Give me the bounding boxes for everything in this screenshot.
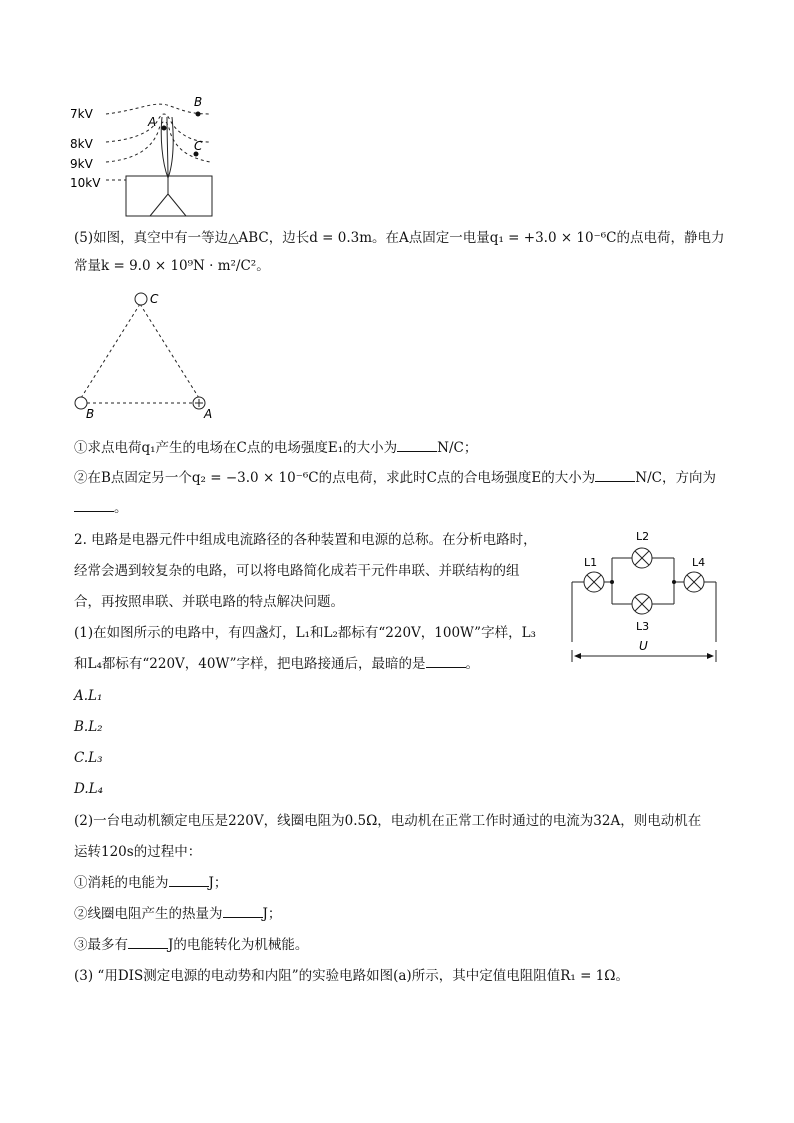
q2-p2-sub2-unit: J；	[262, 906, 282, 922]
equipotential-figure	[70, 92, 230, 222]
q2-p1-line1: (1)在如图所示的电路中，有四盏灯，L₁和L₂都标有“220V，100W”字样，L₃	[74, 625, 536, 641]
vertex-b-label: B	[86, 407, 95, 421]
lamp-l2-label: L2	[636, 530, 650, 543]
answer-blank[interactable]	[223, 905, 263, 918]
charge-c	[135, 293, 147, 305]
q2-p2-sub3	[74, 935, 308, 955]
q2-p2-sub1	[74, 873, 227, 893]
q5-line1: (5)如图，真空中有一等边△ABC，边长d = 0.3m。在A点固定一电量q₁ = +3.0 × 10⁻⁶C的点电荷，静电力	[74, 230, 725, 246]
triangle-figure	[70, 288, 230, 424]
q2-p3-line: (3) “用DIS测定电源的电动势和内阻”的实验电路如图(a)所示，其中定值电阻阻值R₁ = 1Ω。	[74, 968, 629, 984]
lamp-l1-label: L1	[584, 556, 598, 569]
q2-p1-prefix: 和L₄都标有“220V，40W”字样，把电路接通后，最暗的是	[74, 656, 426, 672]
q2-intro-1: 2. 电路是电器元件中组成电流路径的各种装置和电源的总称。在分析电路时，	[74, 532, 537, 548]
q5-sub2-mid: N/C，方向为	[635, 470, 716, 486]
option-b[interactable]: B.L₂	[74, 719, 103, 735]
voltage-u-label: U	[639, 639, 648, 653]
q2-p2-sub3-unit: J的电能转化为机械能。	[168, 937, 309, 953]
q2-p2-sub2-prefix: ②线圈电阻产生的热量为	[74, 906, 223, 922]
q2-p2-sub3-prefix: ③最多有	[74, 937, 128, 953]
q5-sub1-unit: N/C；	[437, 440, 478, 456]
q2-p2-sub2	[74, 904, 281, 924]
label-9kv: 9kV	[70, 157, 93, 171]
answer-blank[interactable]	[169, 874, 209, 887]
q5-sub2-end: 。	[114, 500, 128, 516]
q5-sub1-prefix: ①求点电荷q₁产生的电场在C点的电场强度E₁的大小为	[74, 440, 398, 456]
option-a[interactable]: A.L₁	[74, 688, 103, 704]
point-b-label: B	[194, 95, 203, 109]
q5-sub2-cont	[74, 498, 128, 518]
label-10kv: 10kV	[70, 176, 101, 190]
vertex-c-label: C	[150, 292, 159, 306]
answer-blank[interactable]	[595, 469, 635, 482]
q2-p1-end: 。	[465, 656, 480, 672]
point-c-label: C	[194, 139, 203, 153]
q2-p2-line2: 运转120s的过程中：	[74, 844, 202, 860]
lamp-l4-label: L4	[692, 556, 706, 569]
q2-intro-2: 经常会遇到较复杂的电路，可以将电路简化成若干元件串联、并联结构的组	[74, 563, 520, 579]
q2-p2-sub1-unit: J；	[208, 875, 228, 891]
q2-p2-line1: (2)一台电动机额定电压是220V，线圈电阻为0.5Ω，电动机在正常工作时通过的电流为32A，则电动机在	[74, 813, 702, 829]
q5-line2: 常量k = 9.0 × 10⁹N · m²/C²。	[74, 258, 270, 274]
answer-blank[interactable]	[426, 655, 466, 668]
q2-intro-3: 合，再按照串联、并联电路的特点解决问题。	[74, 594, 344, 610]
answer-blank[interactable]	[74, 499, 114, 512]
answer-blank[interactable]	[128, 936, 168, 949]
point-a-label: A	[148, 115, 157, 129]
q5-sub2-prefix: ②在B点固定另一个q₂ = −3.0 × 10⁻⁶C的点电荷，求此时C点的合电场强度E的大小为	[74, 470, 596, 486]
option-d[interactable]: D.L₄	[74, 781, 104, 797]
q2-p1-line2	[74, 654, 479, 674]
q5-sub2	[74, 468, 716, 488]
vertex-a-label: A	[204, 407, 213, 421]
q2-p2-sub1-prefix: ①消耗的电能为	[74, 875, 169, 891]
lamp-l3-label: L3	[636, 620, 650, 633]
option-c[interactable]: C.L₃	[74, 750, 103, 766]
circuit-figure	[568, 524, 724, 664]
answer-blank[interactable]	[397, 439, 437, 452]
q5-sub1	[74, 438, 477, 458]
label-7kv: 7kV	[70, 107, 93, 121]
label-8kv: 8kV	[70, 137, 93, 151]
